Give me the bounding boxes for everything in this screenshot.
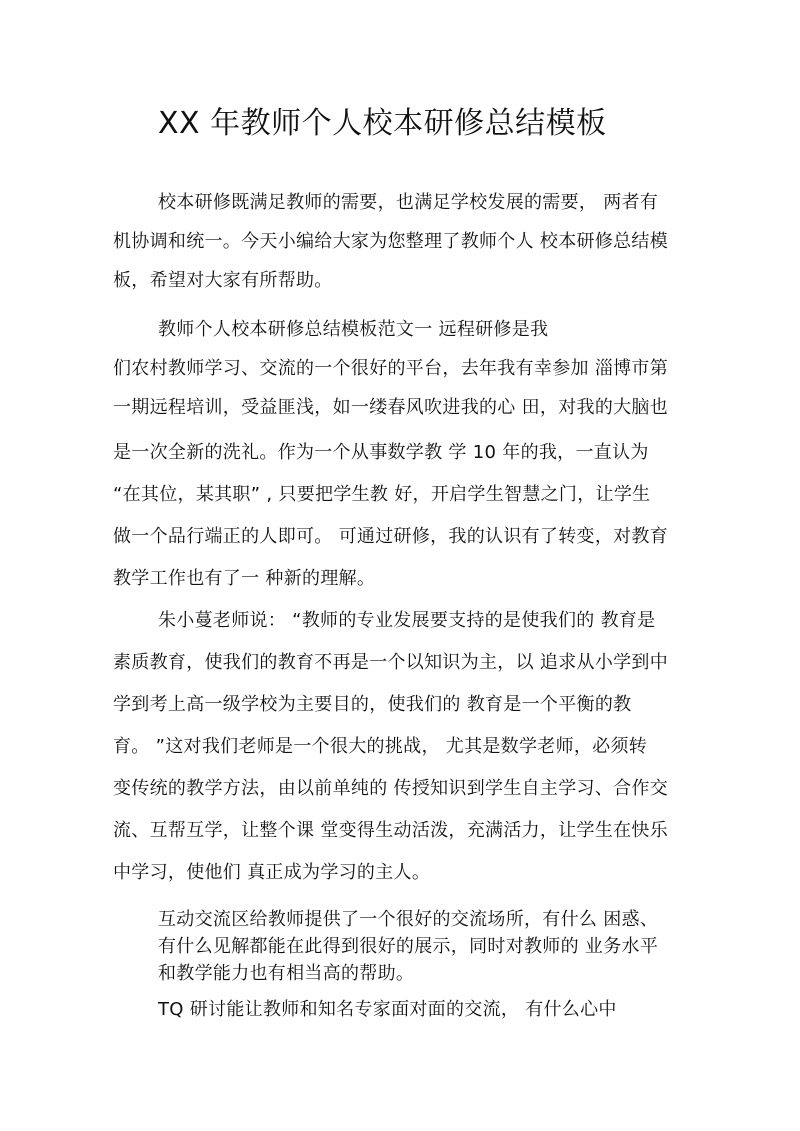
paragraph-line: 素质教育，使我们的教育不再是一个以知识为主，以 追求从小学到中 — [113, 652, 669, 673]
paragraph-line: 是一次全新的洗礼。作为一个从事数学教 学 10 年的我，一直认为 — [113, 442, 649, 463]
paragraph-line: 育。 ”这对我们老师是一个很大的挑战， 尤其是数学老师，必须转 — [113, 736, 648, 757]
paragraph-line: 机协调和统一。今天小编给大家为您整理了教师个人 校本研修总结模 — [113, 231, 669, 252]
paragraph-line: 互动交流区给教师提供了一个很好的交流场所，有什么 困惑、 — [158, 909, 659, 930]
paragraph-line: “在其位，某其职” , 只要把学生教 好，开启学生智慧之门，让学生 — [113, 484, 651, 505]
paragraph-line: 校本研修既满足教师的需要，也满足学校发展的需要， 两者有 — [158, 192, 659, 213]
paragraph-line: 一期远程培训，受益匪浅，如一缕春风吹进我的心 田，对我的大脑也 — [113, 397, 669, 418]
paragraph-line: 教师个人校本研修总结模板范文一 远程研修是我 — [158, 319, 549, 340]
paragraph-line: 流、互帮互学，让整个课 堂变得生动活泼，充满活力，让学生在快乐 — [113, 820, 669, 841]
paragraph-line: TQ 研讨能让教师和知名专家面对面的交流， 有什么心中 — [158, 999, 617, 1020]
paragraph-line: 教学工作也有了一 种新的理解。 — [113, 568, 376, 589]
document-title: XX 年教师个人校本研修总结模板 — [158, 106, 607, 141]
paragraph-line: 中学习，使他们 真正成为学习的主人。 — [113, 862, 431, 883]
paragraph-line: 板，希望对大家有所帮助。 — [113, 270, 333, 291]
paragraph-line: 有什么见解都能在此得到很好的展示，同时对教师的 业务水平 — [158, 936, 659, 957]
paragraph-line: 变传统的教学方法，由以前单纯的 传授知识到学生自主学习、合作交 — [113, 778, 669, 799]
paragraph-line: 做一个品行端正的人即可。 可通过研修，我的认识有了转变，对教育 — [113, 526, 669, 547]
paragraph-line: 朱小蔓老师说： “教师的专业发展要支持的是使我们的 教育是 — [158, 610, 656, 631]
paragraph-line: 们农村教师学习、交流的一个很好的平台，去年我有幸参加 淄博市第 — [113, 358, 669, 379]
paragraph-line: 和教学能力也有相当高的帮助。 — [158, 963, 415, 984]
paragraph-line: 学到考上高一级学校为主要目的，使我们的 教育是一个平衡的教 — [113, 694, 632, 715]
